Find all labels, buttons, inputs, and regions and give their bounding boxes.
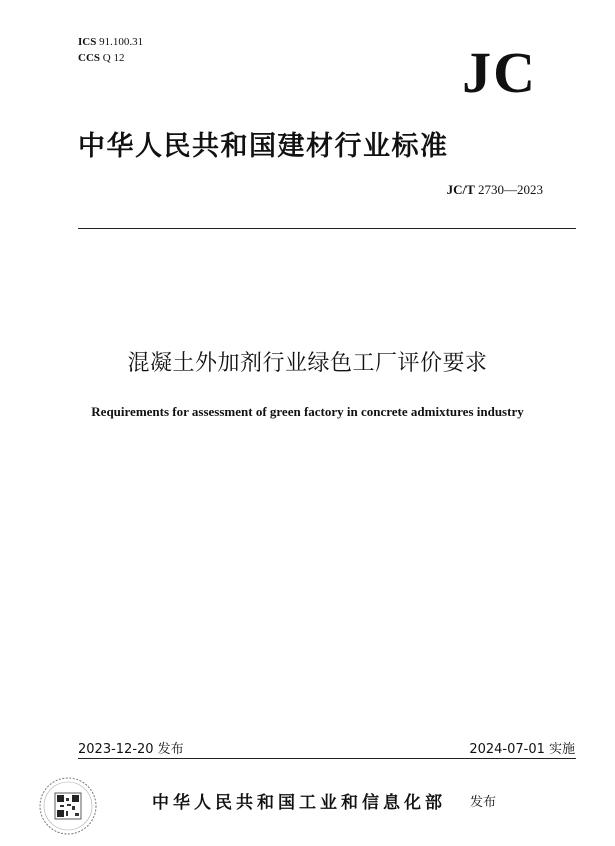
ccs-code: Q 12 <box>102 52 125 64</box>
classification-codes <box>78 34 143 66</box>
standard-body-title: 中华人民共和国建材行业标准 <box>78 131 449 162</box>
ics-label: ICS <box>78 36 97 48</box>
standard-number-value: 2730—2023 <box>478 182 543 197</box>
ccs-label: CCS <box>78 52 101 64</box>
implement-date: 2024-07-01 实施 <box>469 742 575 757</box>
ics-code: 91.100.31 <box>99 36 144 48</box>
jc-logo: JC <box>462 40 537 105</box>
qr-code-seal-icon <box>38 776 98 836</box>
document-title-english: Requirements for assessment of green factory in concrete admixtures industry <box>91 404 524 419</box>
issuer-suffix: 发布 <box>470 795 497 810</box>
ccs-line <box>78 50 143 66</box>
footer-divider <box>78 758 576 759</box>
publish-date: 2023-12-20 发布 <box>78 742 184 757</box>
header-divider <box>78 228 576 229</box>
issuing-authority: 中华人民共和国工业和信息化部 <box>152 793 446 813</box>
document-title-chinese: 混凝土外加剂行业绿色工厂评价要求 <box>127 351 488 376</box>
ics-line <box>78 34 143 50</box>
standard-number <box>447 182 543 198</box>
standard-prefix: JC/T <box>446 182 475 197</box>
